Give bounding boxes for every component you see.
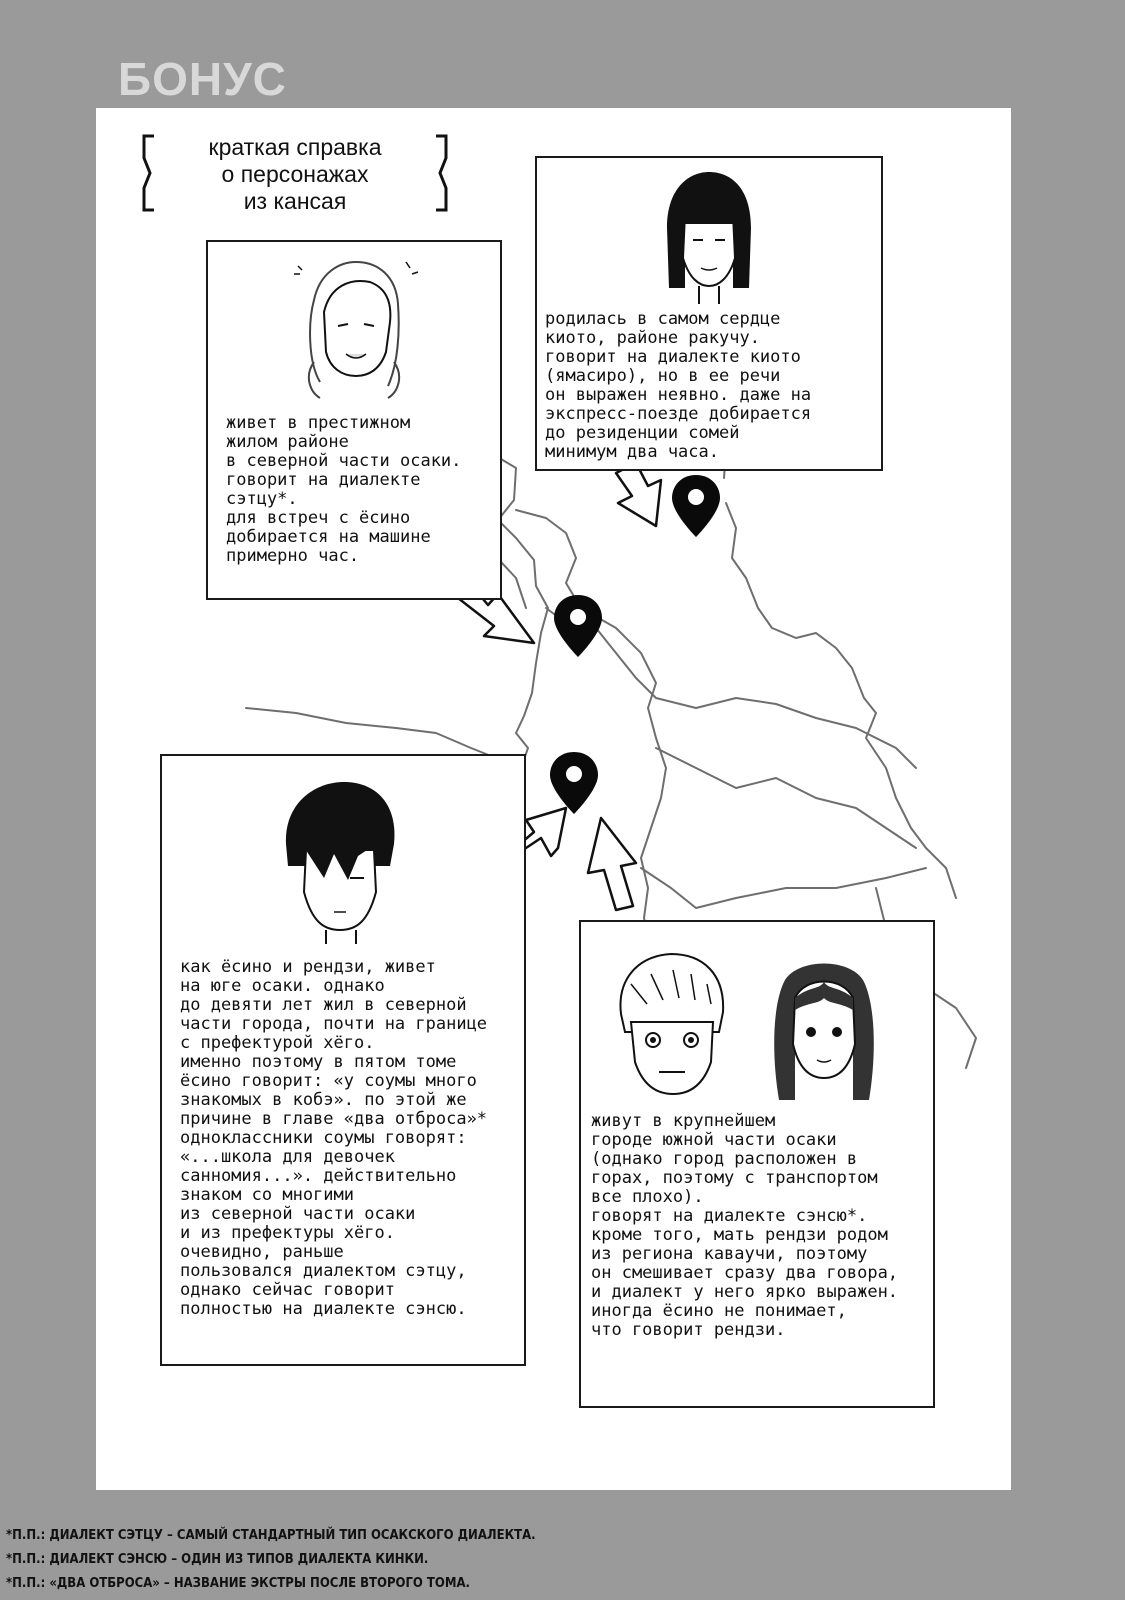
portrait-woman-long-hair-icon — [769, 952, 879, 1102]
bracket-right-icon — [436, 134, 450, 212]
arrow-icon-south-osaka-right — [588, 818, 636, 910]
portrait-woman-bob-icon — [649, 168, 769, 308]
map-bay-line — [246, 708, 496, 758]
footnote-2: *П.П.: ДИАЛЕКТ СЭНСЮ – ОДИН ИЗ ТИПОВ ДИАЛЕКТА КИНКИ. — [6, 1552, 429, 1567]
card-south-osaka-text: как ёсино и рендзи, живет на юге осаки. однако до девяти лет жил в северной части города, почти на границе с префектурой хёго. именно поэтому в пятом томе ёсино говорит: «у соумы много знакомых в кобэ». по этой же причине в главе «два отброса»* одноклассники соумы говорят: «...школа для девочек санномия...». действительно знаком со многими из северной части осаки и из префектуры хёго. очевидно, раньше пользовался диалектом сэтцу, однако сейчас говорит полностью на диалекте сэнсю. — [180, 957, 488, 1319]
card-kyoto-text: родилась в самом сердце киото, районе ракучу. говорит на диалекте киото (ямасиро), но в ее речи он выражен неявно. даже на экспресс-поезде добирается до резиденции сомей минимум два часа. — [545, 309, 812, 462]
map-pin-icon-north-osaka — [554, 595, 602, 657]
bonus-title: БОНУС — [118, 53, 287, 105]
card-kyoto — [535, 156, 883, 471]
footnote-1: *П.П.: ДИАЛЕКТ СЭТЦУ – САМЫЙ СТАНДАРТНЫЙ ТИП ОСАКСКОГО ДИАЛЕКТА. — [6, 1528, 536, 1543]
card-south-osaka — [160, 754, 526, 1366]
portrait-boy-light-hair-icon — [607, 944, 737, 1104]
map-pins — [550, 475, 720, 814]
heading-line-1: краткая справка — [208, 134, 382, 160]
map-pin-icon-kyoto — [672, 475, 720, 537]
card-north-osaka-text: живет в престижном жилом районе в северной части осаки. говорит на диалекте сэтцу*. для встреч с ёсино добирается на машине примерно час. — [226, 413, 462, 566]
heading-line-3: из кансая — [243, 188, 347, 214]
portrait-woman-wavy-icon — [290, 252, 420, 402]
heading-title — [140, 134, 450, 215]
footnote-3: *П.П.: «ДВА ОТБРОСА» – НАЗВАНИЕ ЭКСТРЫ ПОСЛЕ ВТОРОГО ТОМА. — [6, 1576, 470, 1591]
portrait-boy-dark-hair-icon — [264, 774, 414, 944]
arrow-icon-south-osaka-left — [521, 808, 566, 856]
map-border-south — [641, 868, 926, 908]
map-border-east — [726, 503, 956, 898]
bracket-left-icon — [140, 134, 154, 212]
card-north-osaka — [206, 240, 502, 600]
arrow-icon-kyoto — [616, 463, 661, 526]
map-pin-icon-south-osaka — [550, 752, 598, 814]
heading-line-2: о персонажах — [221, 161, 369, 187]
page-sheet — [96, 108, 1011, 1490]
card-pair — [579, 920, 935, 1408]
footnotes — [6, 1524, 536, 1596]
card-pair-text: живут в крупнейшем городе южной части осаки (однако город расположен в горах, поэтому с транспортом все плохо). говорят на диалекте сэнсю*. кроме того, мать рендзи родом из региона каваучи, поэтому он смешивает сразу два говора, и диалект у него ярко выражен. иногда ёсино не понимает, что говорит рендзи. — [591, 1111, 899, 1340]
map-border-lower — [656, 748, 916, 848]
heading-block — [140, 134, 450, 212]
